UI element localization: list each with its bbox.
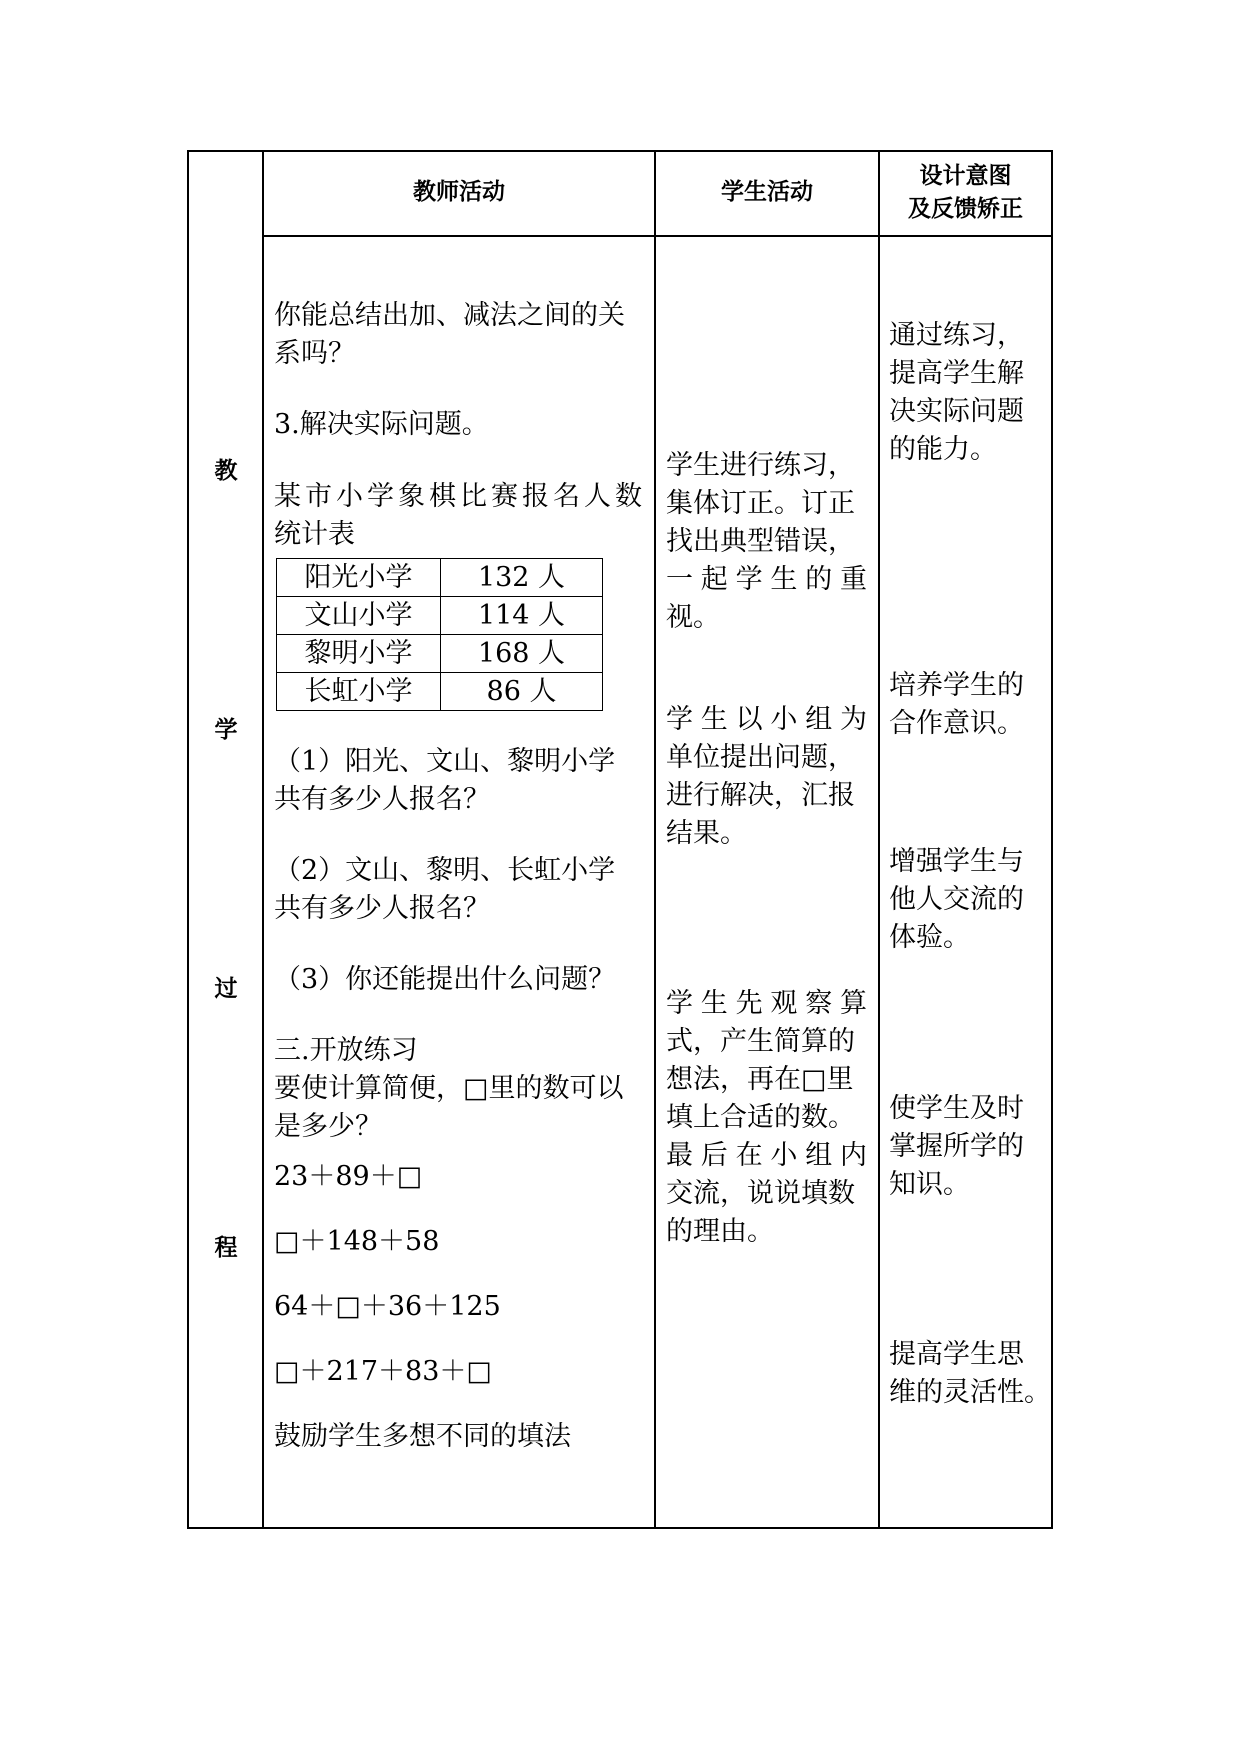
student-activity-1-line4: 一起学生的重 <box>666 564 867 595</box>
column-divider-2 <box>654 150 656 1529</box>
header-design-line1: 设计意图 <box>919 163 1012 189</box>
table-row <box>277 673 603 711</box>
side-label-char-4: 程 <box>214 1235 238 1261</box>
student-activity-1-line5: 视。 <box>666 602 720 633</box>
design-intent-1-line1: 通过练习， <box>889 320 1024 351</box>
table-border-right <box>1051 150 1053 1529</box>
count-cell: 132 人 <box>441 559 603 597</box>
teacher-section-heading: 3.解决实际问题。 <box>274 409 489 440</box>
design-intent-1-line2: 提高学生解 <box>889 358 1024 389</box>
design-intent-3-line3: 体验。 <box>889 922 970 953</box>
side-label-char-3: 过 <box>214 976 238 1002</box>
teacher-expression-3: 64＋□＋36＋125 <box>274 1291 501 1322</box>
teacher-expression-1: 23＋89＋□ <box>274 1161 423 1192</box>
student-activity-3-line7: 的理由。 <box>666 1216 774 1247</box>
teacher-open-question-line1: 要使计算简便，□里的数可以 <box>274 1073 624 1104</box>
student-activity-2-line3: 进行解决，汇报 <box>666 780 855 811</box>
side-label-char-1: 教 <box>214 458 238 484</box>
teacher-question-2-line2: 共有多少人报名？ <box>274 893 490 924</box>
design-intent-1-line4: 的能力。 <box>889 434 997 465</box>
teacher-relation-question-line2: 系吗？ <box>274 338 355 369</box>
teacher-expression-2: □＋148＋58 <box>274 1226 440 1257</box>
header-teacher-activity: 教师活动 <box>413 179 505 205</box>
school-name-cell: 文山小学 <box>277 597 441 635</box>
table-border-left <box>187 150 189 1529</box>
side-label-char-2: 学 <box>214 717 238 743</box>
student-activity-3-line4: 填上合适的数。 <box>666 1102 855 1133</box>
table-border-top <box>187 150 1053 152</box>
design-intent-2-line1: 培养学生的 <box>889 670 1024 701</box>
design-intent-3-line2: 他人交流的 <box>889 884 1024 915</box>
teacher-open-question-line2: 是多少？ <box>274 1111 382 1142</box>
teacher-encourage-note: 鼓励学生多想不同的填法 <box>274 1421 571 1452</box>
student-activity-2-line4: 结果。 <box>666 818 747 849</box>
student-activity-2-line1: 学生以小组为 <box>666 704 867 735</box>
header-divider <box>262 235 1053 237</box>
student-activity-3-line2: 式，产生简算的 <box>666 1026 855 1057</box>
table-row <box>277 559 603 597</box>
design-intent-1-line3: 决实际问题 <box>889 396 1024 427</box>
signup-stats-table <box>276 558 603 711</box>
table-row <box>277 597 603 635</box>
school-name-cell: 阳光小学 <box>277 559 441 597</box>
count-cell: 114 人 <box>441 597 603 635</box>
count-cell: 86 人 <box>441 673 603 711</box>
teacher-question-3: （3）你还能提出什么问题？ <box>274 964 616 995</box>
design-intent-4-line1: 使学生及时 <box>889 1093 1024 1124</box>
student-activity-1-line2: 集体订正。订正 <box>666 488 855 519</box>
table-border-bottom <box>187 1527 1053 1529</box>
teacher-table-title-line1: 某市小学象棋比赛报名人数 <box>274 481 642 512</box>
design-intent-4-line3: 知识。 <box>889 1169 970 1200</box>
design-intent-2-line2: 合作意识。 <box>889 708 1024 739</box>
school-name-cell: 长虹小学 <box>277 673 441 711</box>
student-activity-3-line6: 交流，说说填数 <box>666 1178 855 1209</box>
student-activity-3-line1: 学生先观察算 <box>666 988 867 1019</box>
student-activity-3-line3: 想法，再在□里 <box>666 1064 854 1095</box>
teacher-expression-4: □＋217＋83＋□ <box>274 1356 492 1387</box>
column-divider-1 <box>262 150 264 1529</box>
student-activity-1-line3: 找出典型错误， <box>666 526 855 557</box>
header-design-line2: 及反馈矫正 <box>908 196 1023 222</box>
table-row <box>277 635 603 673</box>
teacher-question-2-line1: （2）文山、黎明、长虹小学 <box>274 855 616 886</box>
student-activity-2-line2: 单位提出问题， <box>666 742 855 773</box>
design-intent-4-line2: 掌握所学的 <box>889 1131 1024 1162</box>
student-activity-1-line1: 学生进行练习， <box>666 450 855 481</box>
teacher-open-practice-title: 三.开放练习 <box>274 1035 418 1066</box>
column-divider-3 <box>878 150 880 1529</box>
design-intent-5-line1: 提高学生思 <box>889 1339 1024 1370</box>
design-intent-5-line2: 维的灵活性。 <box>889 1377 1051 1408</box>
header-student-activity: 学生活动 <box>721 179 813 205</box>
count-cell: 168 人 <box>441 635 603 673</box>
teacher-relation-question-line1: 你能总结出加、减法之间的关 <box>274 300 625 331</box>
teacher-table-title-line2: 统计表 <box>274 519 355 550</box>
teacher-question-1-line1: （1）阳光、文山、黎明小学 <box>274 746 616 777</box>
school-name-cell: 黎明小学 <box>277 635 441 673</box>
student-activity-3-line5: 最后在小组内 <box>666 1140 867 1171</box>
teacher-question-1-line2: 共有多少人报名？ <box>274 784 490 815</box>
design-intent-3-line1: 增强学生与 <box>889 846 1024 877</box>
